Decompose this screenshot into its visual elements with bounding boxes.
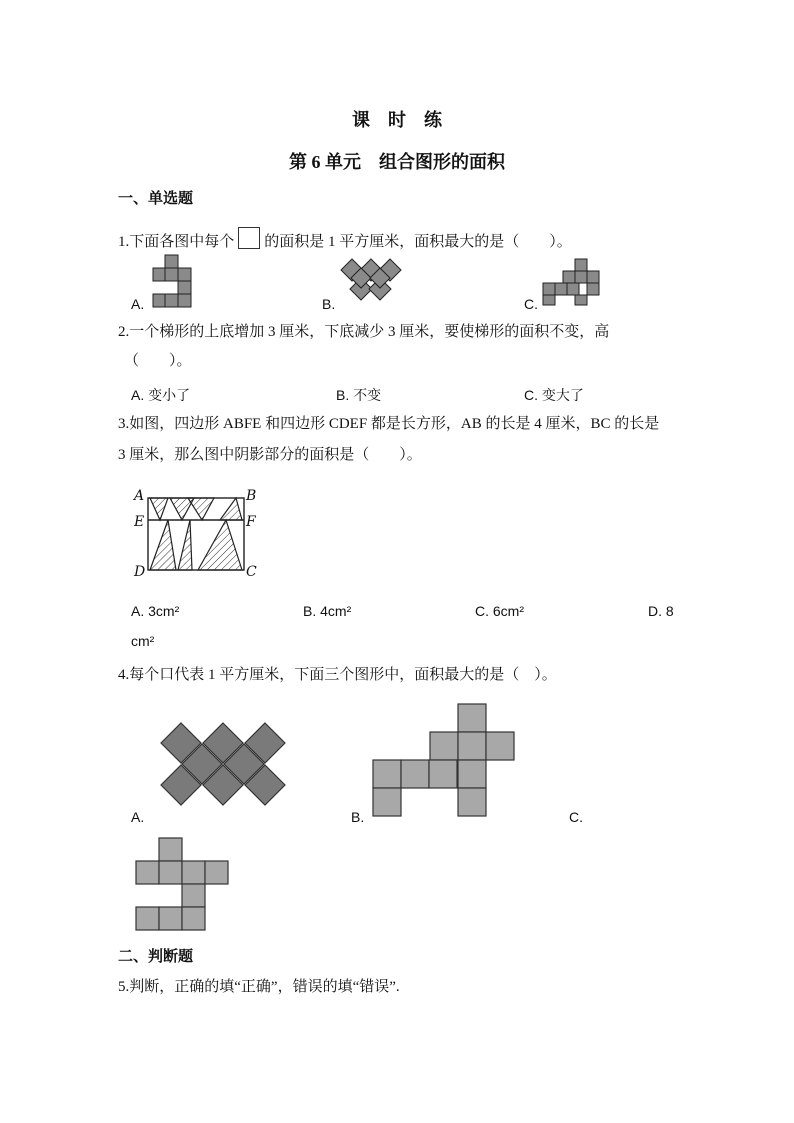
q4-figure-a [160, 722, 286, 808]
q1-option-c[interactable]: C. [524, 296, 538, 312]
q2-option-c[interactable]: C. 变大了 [524, 387, 584, 403]
label-e: E [134, 514, 145, 530]
question-2-line-1: 2.一个梯形的上底增加 3 厘米，下底减少 3 厘米，要使梯形的面积不变，高 [118, 324, 610, 340]
q2-option-a[interactable]: A. 变小了 [131, 387, 191, 403]
label-a: A [134, 488, 145, 504]
section-judgement: 二、判断题 [118, 949, 194, 965]
q3-rectangle-figure [130, 484, 264, 580]
question-5: 5.判断，正确的填“正确”，错误的填“错误”. [118, 979, 400, 995]
q1-option-a[interactable]: A. [131, 296, 145, 312]
q3-option-d-unit: cm² [131, 633, 155, 649]
q1-text-before: 1.下面各图中每个 [118, 234, 235, 250]
question-3-line-1: 3.如图，四边形 ABFE 和四边形 CDEF 都是长方形，AB 的长是 4 厘米，BC 的长是 [118, 416, 660, 432]
q4-option-a[interactable]: A. [131, 809, 145, 825]
q4-option-b[interactable]: B. [351, 809, 365, 825]
question-4: 4.每个口代表 1 平方厘米，下面三个图形中，面积最大的是（ ）。 [118, 667, 557, 683]
q3-option-d[interactable]: D. 8 [648, 603, 674, 619]
question-3-line-2: 3 厘米，那么图中阴影部分的面积是（ ）。 [118, 447, 422, 463]
q4-figure-c [135, 837, 231, 933]
q1-figure-c [542, 258, 602, 306]
q4-option-c[interactable]: C. [569, 809, 583, 825]
q3-option-c[interactable]: C. 6cm² [475, 603, 524, 619]
q2-option-b[interactable]: B. 不变 [336, 387, 382, 403]
q3-option-b[interactable]: B. 4cm² [303, 603, 352, 619]
label-b: B [246, 488, 257, 504]
unit-title: 第 6 单元 组合图形的面积 [289, 152, 505, 172]
question-1 [118, 227, 572, 253]
label-f: F [246, 514, 256, 530]
q3-option-a[interactable]: A. 3cm² [131, 603, 180, 619]
q1-figure-b [340, 258, 402, 302]
q1-option-b[interactable]: B. [322, 296, 336, 312]
label-c: C [246, 564, 257, 580]
question-2-line-2: （ ）。 [124, 353, 192, 369]
section-single-choice: 一、单选题 [118, 191, 194, 207]
q1-text-after: 的面积是 1 平方厘米，面积最大的是（ ）。 [264, 234, 572, 250]
q4-figure-b [372, 703, 516, 817]
q1-figure-a [152, 254, 204, 308]
page-title: 课 时 练 [352, 110, 442, 130]
unit-square-icon [238, 227, 260, 249]
label-d: D [134, 564, 146, 580]
